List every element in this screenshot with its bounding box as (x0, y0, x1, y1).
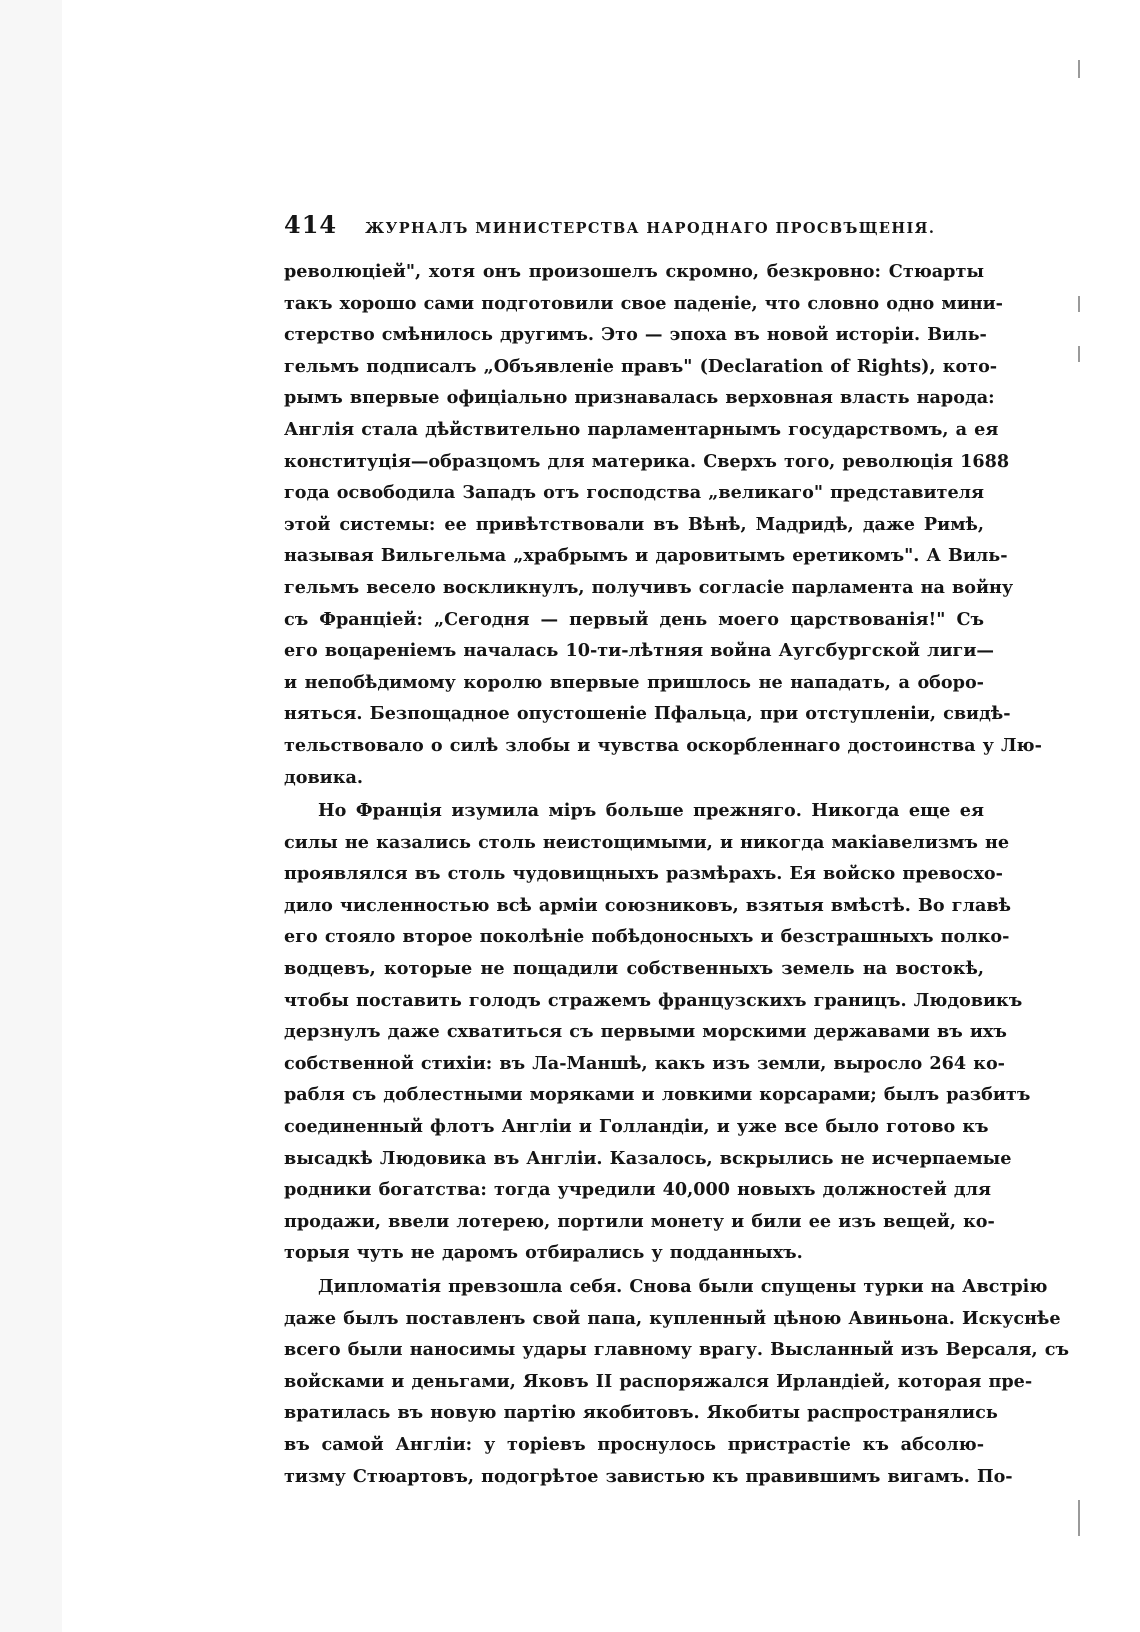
text-line: революціей", хотя онъ произошелъ скромно, безкровно: Стюарты (284, 261, 984, 282)
text-line: проявлялся въ столь чудовищныхъ размѣрахъ. Ея войско превосхо- (284, 863, 1003, 885)
scan-edge-mark (1078, 60, 1080, 78)
scan-edge-mark (1078, 296, 1080, 312)
text-line: родники богатства: тогда учредили 40,000 новыхъ должностей для (284, 1179, 992, 1201)
page-number: 414 (284, 210, 338, 239)
text-line: года освободила Западъ отъ господства „великаго" представителя (284, 482, 985, 504)
text-line: торыя чуть не даромъ отбирались у подданныхъ. (284, 1242, 803, 1264)
text-line: тизму Стюартовъ, подогрѣтое завистью къ правившимъ вигамъ. По- (284, 1465, 1013, 1487)
text-line: войсками и деньгами, Яковъ II распоряжался Ирландіей, которая пре- (284, 1370, 1033, 1392)
text-line: собственной стихіи: въ Ла-Маншѣ, какъ изъ земли, выросло 264 ко- (284, 1052, 1005, 1074)
text-line: соединенный флотъ Англіи и Голландіи, и уже все было готово къ (284, 1116, 989, 1138)
text-line: Дипломатія превзошла себя. Снова были спущены турки на Австрію (318, 1276, 1048, 1297)
text-block (284, 210, 1070, 1492)
text-line: Англія стала дѣйствительно парламентарнымъ государствомъ, а ея (284, 418, 999, 440)
text-line: Но Франція изумила міръ больше прежняго. Никогда еще ея (318, 800, 984, 822)
text-line: продажи, ввели лотерею, портили монету и били ее изъ вещей, ко- (284, 1210, 995, 1232)
text-line: няться. Безпощадное опустошеніе Пфальца, при отступленіи, свидѣ- (284, 703, 1011, 725)
text-line: водцевъ, которые не пощадили собственныхъ земель на востокѣ, (284, 958, 984, 980)
text-line: этой системы: ее привѣтствовали въ Вѣнѣ, Мадридѣ, даже Римѣ, (284, 513, 984, 535)
page-margin-shade (0, 0, 62, 1632)
text-line: такъ хорошо сами подготовили свое паденіе, что словно одно мини- (284, 292, 1003, 314)
text-line: высадкѣ Людовика въ Англіи. Казалось, вскрылись не исчерпаемые (284, 1147, 1012, 1169)
text-line: силы не казались столь неистощимыми, и никогда макіавелизмъ не (284, 831, 1010, 853)
text-line: гельмъ весело воскликнулъ, получивъ согласіе парламента на войну (284, 576, 1014, 598)
text-line: тельствовало о силѣ злобы и чувства оскорбленнаго достоинства у Лю- (284, 734, 1042, 756)
paragraph-1 (284, 256, 1042, 793)
text-line: называя Вильгельма „храбрымъ и даровитымъ еретикомъ". А Виль- (284, 545, 1008, 567)
text-line: дило численностью всѣ арміи союзниковъ, взятыя вмѣстѣ. Во главѣ (284, 894, 1011, 916)
text-line: даже былъ поставленъ свой папа, купленный цѣною Авиньона. Искуснѣе (284, 1307, 1061, 1329)
scan-edge-mark (1078, 346, 1080, 362)
paragraph-2 (284, 795, 1031, 1269)
running-head (284, 210, 984, 250)
text-line: довика. (284, 766, 363, 788)
scan-edge-mark (1078, 1500, 1080, 1536)
journal-title: ЖУРНАЛЪ МИНИСТЕРСТВА НАРОДНАГО ПРОСВЪЩЕНІЯ. (365, 220, 936, 237)
text-line: съ Франціей: „Сегодня — первый день моего царствованія!" Съ (284, 608, 984, 630)
text-line: всего были наносимы удары главному врагу. Высланный изъ Версаля, съ (284, 1339, 1070, 1361)
text-line: рабля съ доблестными моряками и ловкими корсарами; былъ разбитъ (284, 1084, 1031, 1106)
paragraph-3 (284, 1271, 1070, 1492)
text-line: конституція—образцомъ для материка. Сверхъ того, революція 1688 (284, 450, 1010, 472)
text-line: гельмъ подписалъ „Объявленіе правъ" (Declaration of Rights), кото- (284, 355, 998, 377)
text-line: въ самой Англіи: у торіевъ проснулось пристрастіе къ абсолю- (284, 1433, 984, 1455)
text-line: чтобы поставить голодъ стражемъ французскихъ границъ. Людовикъ (284, 989, 1023, 1011)
text-line: рымъ впервые офиціально признавалась верховная власть народа: (284, 387, 995, 409)
text-line: дерзнулъ даже схватиться съ первыми морскими державами въ ихъ (284, 1021, 1007, 1043)
text-line: и непобѣдимому королю впервые пришлось не нападать, а оборо- (284, 671, 984, 693)
text-line: его воцареніемъ началась 10-ти-лѣтняя война Аугсбургской лиги— (284, 640, 994, 662)
text-line: вратилась въ новую партію якобитовъ. Якобиты распространялись (284, 1402, 998, 1424)
text-line: его стояло второе поколѣніе побѣдоносныхъ и безстрашныхъ полко- (284, 926, 1010, 948)
text-line: стерство смѣнилось другимъ. Это — эпоха въ новой исторіи. Виль- (284, 324, 987, 346)
